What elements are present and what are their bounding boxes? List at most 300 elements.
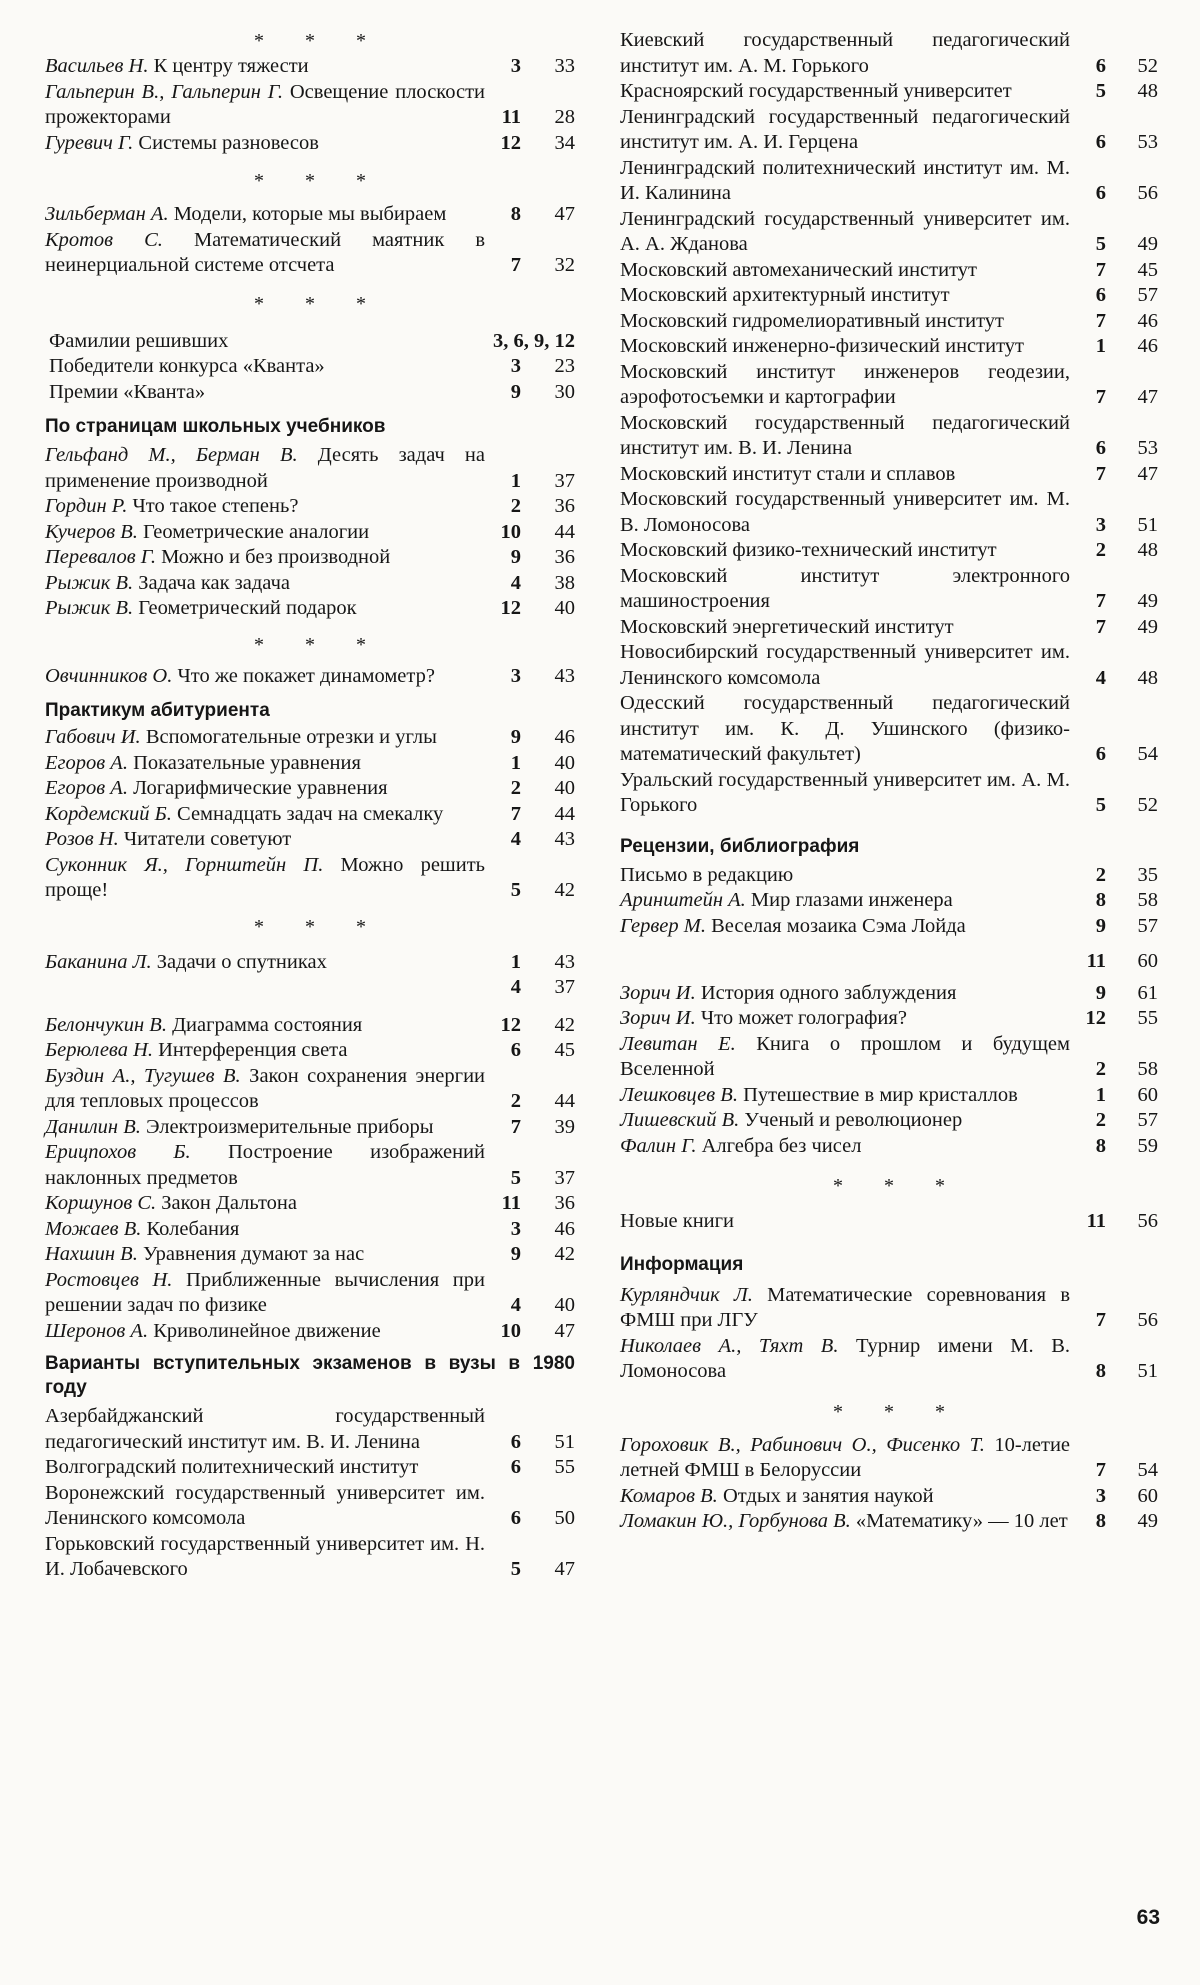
entry-title: Новые книги: [620, 1210, 735, 1232]
entry-author: Кордемский Б.: [45, 802, 172, 825]
entry-title: Электроизмерительные приборы: [145, 1115, 434, 1138]
entry-page: 53: [1137, 437, 1158, 459]
entry-title: Волгоградский политехнический институт: [45, 1456, 419, 1478]
entry-issue: 11: [1086, 1210, 1106, 1232]
entry-page: 46: [554, 726, 575, 748]
list-item: [45, 443, 575, 494]
entry-title: Веселая мозаика Сэма Лойда: [711, 914, 966, 937]
entry-title: Что может голография?: [700, 1007, 907, 1029]
entry-page: 43: [554, 950, 575, 973]
entry-issue: 7: [1095, 462, 1106, 485]
list-item: [620, 79, 1158, 105]
entry-title: Вспомогательные отрезки и углы: [145, 726, 437, 748]
entry-issue: 8: [510, 203, 521, 225]
entry-issue: 3: [1095, 1484, 1106, 1507]
list-item: [45, 1140, 575, 1191]
section-heading: Практикум абитуриента: [45, 700, 270, 721]
entry-author: Егоров А.: [45, 751, 128, 774]
entry-title: Логарифмические уравнения: [133, 777, 388, 799]
entry-issue: 9: [510, 380, 521, 403]
entry-title: Новосибирский государственный университет им. Ленинского комсомола: [620, 641, 1070, 689]
entry-title: Алгебра без чисел: [701, 1134, 862, 1157]
entry-title: Московский институт стали и сплавов: [620, 462, 956, 485]
entry-page: 54: [1137, 1459, 1158, 1481]
entry-author: Зильберман А.: [45, 203, 169, 225]
entry-issue: 8: [1095, 1510, 1106, 1532]
section-heading: Рецензии, библиография: [620, 835, 860, 857]
entry-list: [620, 28, 1158, 819]
entry-issue: 3: [510, 355, 521, 377]
entry-page: 58: [1137, 889, 1158, 911]
entry-author: Нахшин В.: [45, 1243, 138, 1265]
entry-issue: 6: [1095, 182, 1106, 204]
entry-page: 44: [554, 520, 575, 543]
entry-issue: 6: [1095, 284, 1106, 306]
list-item: [620, 258, 1158, 284]
entry-issue: 3: [510, 664, 521, 687]
list-item: [45, 853, 575, 904]
list-item: [620, 538, 1158, 564]
entry-page: 28: [554, 106, 575, 128]
entry-issue: 5: [1095, 233, 1106, 255]
entry-author: Коршунов С.: [45, 1192, 157, 1214]
entry-author: Гороховик В., Рабинович О., Фисенко Т.: [620, 1433, 985, 1456]
divider-stars: * * *: [254, 633, 384, 656]
list-item: [45, 1038, 575, 1064]
entry-title: Освещение плоскости прожекторами: [45, 80, 485, 128]
entry-issue: 8: [1095, 1360, 1106, 1382]
entry-list: [45, 202, 575, 279]
list-item: [45, 1481, 575, 1532]
entry-title: Модели, которые мы выбираем: [173, 203, 447, 225]
entry-author: Габович И.: [45, 726, 141, 748]
entry-page: 42: [554, 1013, 575, 1036]
entry-title: Московский государственный педагогический институт им. В. И. Ленина: [620, 411, 1070, 459]
entry-page: 35: [1137, 863, 1158, 886]
entry-issue: 7: [1095, 590, 1106, 612]
entry-title: Ученый и революционер: [744, 1109, 963, 1131]
entry-issue: 6: [1095, 131, 1106, 153]
entry-title: Геометрический подарок: [138, 597, 357, 619]
entry-issue: 7: [510, 802, 521, 825]
list-item: [45, 1013, 575, 1039]
entry-title: Приближенные вычисления при решении задач по физике: [45, 1268, 485, 1316]
entry-title: Геометрические аналогии: [143, 520, 370, 543]
list-item: [620, 1509, 1158, 1535]
entry-page: 44: [554, 1090, 575, 1112]
list-item: [49, 329, 575, 355]
list-item: [45, 751, 575, 777]
entry-title: Отдых и занятия наукой: [722, 1484, 934, 1507]
entry-title: Можно решить проще!: [45, 853, 486, 901]
entry-author: Овчинников О.: [45, 664, 173, 687]
entry-issue: 9: [1095, 914, 1106, 937]
list-item: [45, 1115, 575, 1141]
entry-issue: 6: [1095, 54, 1106, 77]
entry-author: Перевалов Г.: [45, 546, 156, 568]
list-item: [620, 156, 1158, 207]
entry-list: [45, 443, 575, 622]
entry-author: Комаров В.: [620, 1484, 718, 1507]
divider-stars: * * *: [254, 30, 384, 52]
entry-title: Мир глазами инженера: [750, 889, 953, 911]
list-item: [45, 802, 575, 828]
entry-page: 49: [1137, 233, 1158, 255]
entry-author: Левитан Е.: [620, 1032, 736, 1055]
entry-issue: 7: [1095, 258, 1106, 281]
list-item: [620, 411, 1158, 462]
entry-title: Можно и без производной: [161, 546, 391, 568]
divider-stars: * * *: [254, 292, 384, 315]
entry-author: Гельфанд М., Берман В.: [45, 444, 298, 466]
list-item: [45, 664, 575, 690]
list-item: [620, 1334, 1158, 1385]
list-item: [620, 28, 1158, 79]
entry-issue: 9: [510, 546, 521, 568]
entry-title: Московский энергетический институт: [620, 615, 954, 638]
list-item: [620, 914, 1158, 940]
list-item: [620, 360, 1158, 411]
entry-page: 52: [1137, 794, 1158, 816]
entry-page: 52: [1137, 54, 1158, 77]
list-item: [620, 207, 1158, 258]
list-item: [45, 228, 575, 279]
entry-page: 56: [1137, 182, 1158, 204]
entry-page: 46: [554, 1217, 575, 1240]
entry-issue: 3: [510, 1217, 521, 1240]
entry-page: 40: [554, 777, 575, 799]
entry-list: [45, 664, 575, 690]
entry-issue: 4: [1095, 666, 1106, 689]
entry-title: Задачи о спутниках: [156, 950, 327, 973]
entry-page: 58: [1137, 1058, 1158, 1080]
entry-title: Построение изображений наклонных предметов: [45, 1141, 485, 1189]
entry-title: Что такое степень?: [132, 495, 299, 517]
entry-author: Кротов С.: [45, 228, 163, 251]
entry-issue: 9: [510, 1243, 521, 1265]
list-item: [45, 1191, 575, 1217]
list-item: [45, 975, 575, 1001]
entry-page: 36: [554, 495, 575, 517]
entry-issue: 1: [510, 950, 521, 973]
section-heading: Варианты вступительных экзаменов в вузы в 1980 году: [45, 1353, 575, 1398]
entry-title: Колебания: [146, 1217, 240, 1240]
entry-page: 56: [1137, 1309, 1158, 1331]
entry-issue: 2: [510, 495, 521, 517]
entry-issue: 7: [510, 1115, 521, 1138]
entry-list: [620, 1283, 1158, 1385]
entry-title: Уральский государственный университет им. А. М. Горького: [620, 768, 1070, 816]
entry-title: Московский государственный университет им. М. В. Ломоносова: [620, 488, 1070, 536]
entry-page: 38: [554, 571, 575, 594]
entry-page: 36: [554, 546, 575, 568]
entry-title: Закон сохранения энергии для тепловых процессов: [45, 1064, 486, 1112]
list-item: [49, 380, 575, 406]
entry-issue: 12: [500, 131, 521, 154]
entry-author: Егоров А.: [45, 777, 128, 799]
entry-author: Лешковцев В.: [620, 1083, 738, 1106]
list-item: [620, 981, 1158, 1007]
entry-issue: 2: [510, 777, 521, 799]
list-item: [45, 950, 575, 976]
entry-page: 23: [554, 355, 575, 377]
entry-title: Московский институт инженеров геодезии, аэрофотосъемки и картографии: [620, 360, 1070, 408]
entry-issue: 4: [510, 976, 521, 998]
entry-title: Московский гидромелиоративный институт: [620, 309, 1005, 332]
entry-page: 49: [1137, 590, 1158, 612]
list-item: [45, 1455, 575, 1481]
entry-page: 36: [554, 1192, 575, 1214]
entry-title: Что же покажет динамометр?: [177, 664, 435, 687]
entry-page: 57: [1137, 914, 1158, 937]
entry-issue: 9: [510, 726, 521, 748]
list-item: [45, 545, 575, 571]
divider-stars: * * *: [254, 170, 384, 192]
list-item: [45, 596, 575, 622]
entry-list: [620, 863, 1158, 1160]
entry-issue: 5: [510, 879, 521, 901]
entry-page: 43: [554, 828, 575, 850]
list-item: [620, 334, 1158, 360]
entry-page: 51: [1137, 513, 1158, 536]
list-item: [45, 1532, 575, 1583]
entry-page: 49: [1137, 615, 1158, 638]
list-item: [620, 283, 1158, 309]
entry-issue: 8: [1095, 889, 1106, 911]
entry-page: 47: [1137, 386, 1158, 408]
entry-title: Московский автомеханический институт: [620, 258, 977, 281]
entry-page: 54: [1137, 743, 1158, 765]
entry-page: 60: [1137, 1083, 1158, 1106]
entry-title: Десять задач на применение производной: [45, 444, 486, 492]
section-heading: Информация: [620, 1253, 744, 1275]
entry-page: 55: [554, 1456, 575, 1478]
entry-issue: 6: [510, 1039, 521, 1061]
entry-title: Киевский государственный педагогический институт им. А. М. Горького: [620, 29, 1070, 77]
entry-issue: 1: [510, 751, 521, 774]
entry-page: 40: [554, 1294, 575, 1316]
entry-issue: 2: [1095, 539, 1106, 561]
entry-title: Уравнения думают за нас: [142, 1243, 365, 1265]
list-item: [620, 615, 1158, 641]
entry-page: 37: [554, 469, 575, 492]
list-item: [620, 1209, 1158, 1235]
list-item: [45, 1242, 575, 1268]
entry-title: Закон Дальтона: [161, 1192, 297, 1214]
entry-author: Шеронов А.: [45, 1319, 149, 1342]
entry-page: 57: [1137, 1109, 1158, 1131]
entry-page: 39: [554, 1115, 575, 1138]
entry-page: 43: [554, 664, 575, 687]
entry-page: 42: [554, 879, 575, 901]
divider-stars: * * *: [833, 1400, 963, 1423]
entry-page: 45: [1137, 258, 1158, 281]
entry-issue: 6: [510, 1507, 521, 1529]
entry-author: Берюлева Н.: [45, 1039, 153, 1061]
entry-author: Кучеров В.: [45, 520, 138, 543]
entry-title: Горьковский государственный университет им. Н. И. Лобачевского: [45, 1532, 485, 1580]
list-item: [620, 1083, 1158, 1109]
entry-title: История одного заблуждения: [700, 981, 957, 1004]
entry-issue: 2: [1095, 863, 1106, 886]
list-item: [620, 487, 1158, 538]
list-item: [49, 354, 575, 380]
entry-title: Ленинградский политехнический институт им. М. И. Калинина: [620, 156, 1070, 204]
entry-title: Московский физико-технический институт: [620, 539, 997, 561]
entry-author: Рыжик В.: [45, 597, 134, 619]
list-item: [45, 776, 575, 802]
list-item: [45, 131, 575, 157]
list-item: [45, 494, 575, 520]
entry-list: [45, 329, 575, 406]
list-item: [45, 1404, 575, 1455]
list-item: [620, 1032, 1158, 1083]
list-item: [45, 827, 575, 853]
entry-page: 48: [1137, 539, 1158, 561]
entry-title: Письмо в редакцию: [620, 863, 794, 886]
entry-issue: 11: [501, 106, 521, 128]
entry-page: 47: [1137, 462, 1158, 485]
entry-page: 40: [554, 751, 575, 774]
entry-page: 50: [554, 1507, 575, 1529]
entry-issue: 5: [1095, 80, 1106, 102]
entry-issue: 4: [510, 828, 521, 850]
entry-title: Путешествие в мир кристаллов: [743, 1083, 1018, 1106]
entry-page: 47: [554, 203, 575, 225]
list-item: [620, 888, 1158, 914]
entry-page: 32: [554, 254, 575, 276]
entry-issue: 2: [510, 1090, 521, 1112]
entry-author: Данилин В.: [45, 1115, 141, 1138]
list-item: [45, 520, 575, 546]
entry-issue: 12: [500, 597, 521, 619]
entry-title: Математические соревнования в ФМШ при ЛГУ: [620, 1283, 1070, 1331]
entry-author: Можаев В.: [45, 1217, 142, 1240]
entry-page: 34: [554, 131, 575, 154]
entry-page: 48: [1137, 666, 1158, 689]
entry-author: Суконник Я., Горнштейн П.: [45, 853, 324, 876]
entry-author: Гордин Р.: [45, 495, 128, 517]
entry-page: 46: [1137, 309, 1158, 332]
entry-page: 47: [554, 1319, 575, 1342]
entry-issue: 4: [510, 571, 521, 594]
list-item: [620, 462, 1158, 488]
entry-title: Одесский государственный педагогический институт им. К. Д. Ушинского (физико-математический факультет): [620, 692, 1070, 765]
entry-issue: 2: [1095, 1058, 1106, 1080]
entry-issue: 4: [510, 1294, 521, 1316]
entry-issue: 10: [500, 1319, 521, 1342]
entry-title: Задача как задача: [138, 571, 290, 594]
entry-author: Белончукин В.: [45, 1013, 167, 1036]
entry-author: Баканина Л.: [45, 950, 152, 973]
entry-author: Гальперин В., Гальперин Г.: [45, 80, 283, 103]
entry-author: Лишевский В.: [620, 1109, 740, 1131]
list-item: [620, 564, 1158, 615]
list-item: [45, 725, 575, 751]
list-item: [620, 1108, 1158, 1134]
list-item: [620, 1484, 1158, 1510]
list-item: [45, 80, 575, 131]
entry-title: Московский архитектурный институт: [620, 284, 950, 306]
entry-page: 48: [1137, 80, 1158, 102]
entry-list: [45, 1404, 575, 1583]
entry-list: [45, 725, 575, 904]
entry-issue: 3: [1095, 513, 1106, 536]
entry-page: 42: [554, 1243, 575, 1265]
entry-page: 59: [1137, 1134, 1158, 1157]
entry-issue: 5: [510, 1558, 521, 1580]
entry-issue: 1: [1095, 335, 1106, 357]
entry-issue: 3: [510, 55, 521, 77]
entry-title: Воронежский государственный университет им. Ленинского комсомола: [45, 1481, 485, 1529]
entry-issue: 12: [500, 1013, 521, 1036]
entry-author: Гервер М.: [620, 914, 706, 937]
list-item: [620, 640, 1158, 691]
list-item: [45, 1217, 575, 1243]
right-column: [620, 28, 1158, 1535]
entry-author: Ломакин Ю., Горбунова В.: [620, 1510, 851, 1532]
entry-title: Математический маятник в неинерциальной системе отсчета: [45, 228, 485, 276]
entry-author: Зорич И.: [620, 981, 696, 1004]
entry-author: Розов Н.: [45, 828, 119, 850]
entry-title: Интерференция света: [158, 1039, 348, 1061]
entry-author: Ерицпохов Б.: [45, 1141, 191, 1163]
list-item: [620, 768, 1158, 819]
entry-title: 10-летие летней ФМШ в Белоруссии: [620, 1433, 1071, 1481]
entry-title: Красноярский государственный университет: [620, 80, 1012, 102]
entry-page: 37: [554, 976, 575, 998]
list-item: [45, 1319, 575, 1345]
entry-author: Ростовцев Н.: [45, 1268, 173, 1291]
entry-author: Гуревич Г.: [45, 131, 134, 154]
entry-title: Московский институт электронного машиностроения: [620, 564, 1070, 612]
entry-author: Фалин Г.: [620, 1134, 697, 1157]
entry-list: [45, 950, 575, 1345]
left-column: [45, 28, 575, 1583]
list-item: [620, 1134, 1158, 1160]
entry-title: К центру тяжести: [153, 55, 309, 77]
entry-title: Победители конкурса «Кванта»: [49, 355, 325, 377]
entry-page: 49: [1137, 1510, 1158, 1532]
divider-stars: * * *: [833, 1175, 963, 1197]
entry-title: Азербайджанский государственный педагогический институт им. В. И. Ленина: [45, 1405, 485, 1453]
entry-issue: 6: [1095, 743, 1106, 765]
entry-page: 44: [554, 802, 575, 825]
list-item: [620, 949, 1158, 975]
list-item: [620, 309, 1158, 335]
entry-page: 37: [554, 1166, 575, 1189]
entry-title: Системы разновесов: [138, 131, 319, 154]
entry-page: 53: [1137, 131, 1158, 153]
list-item: [45, 1064, 575, 1115]
entry-issue: 6: [510, 1430, 521, 1453]
list-item: [620, 1433, 1158, 1484]
entry-title: Ленинградский государственный университет им. А. А. Жданова: [620, 207, 1070, 255]
list-item: [45, 54, 575, 80]
entry-author: Васильев Н.: [45, 55, 149, 77]
entry-issue: 7: [1095, 309, 1106, 332]
list-item: [45, 1268, 575, 1319]
entry-author: Курляндчик Л.: [620, 1283, 753, 1306]
entry-author: Николаев А., Тяхт В.: [620, 1334, 839, 1357]
entry-title: Премии «Кванта»: [49, 380, 206, 403]
entry-page: 47: [554, 1558, 575, 1580]
entry-page: 51: [554, 1430, 575, 1453]
entry-page: 57: [1137, 284, 1158, 306]
list-item: [620, 1006, 1158, 1032]
list-item: [45, 571, 575, 597]
list-item: [620, 1283, 1158, 1334]
